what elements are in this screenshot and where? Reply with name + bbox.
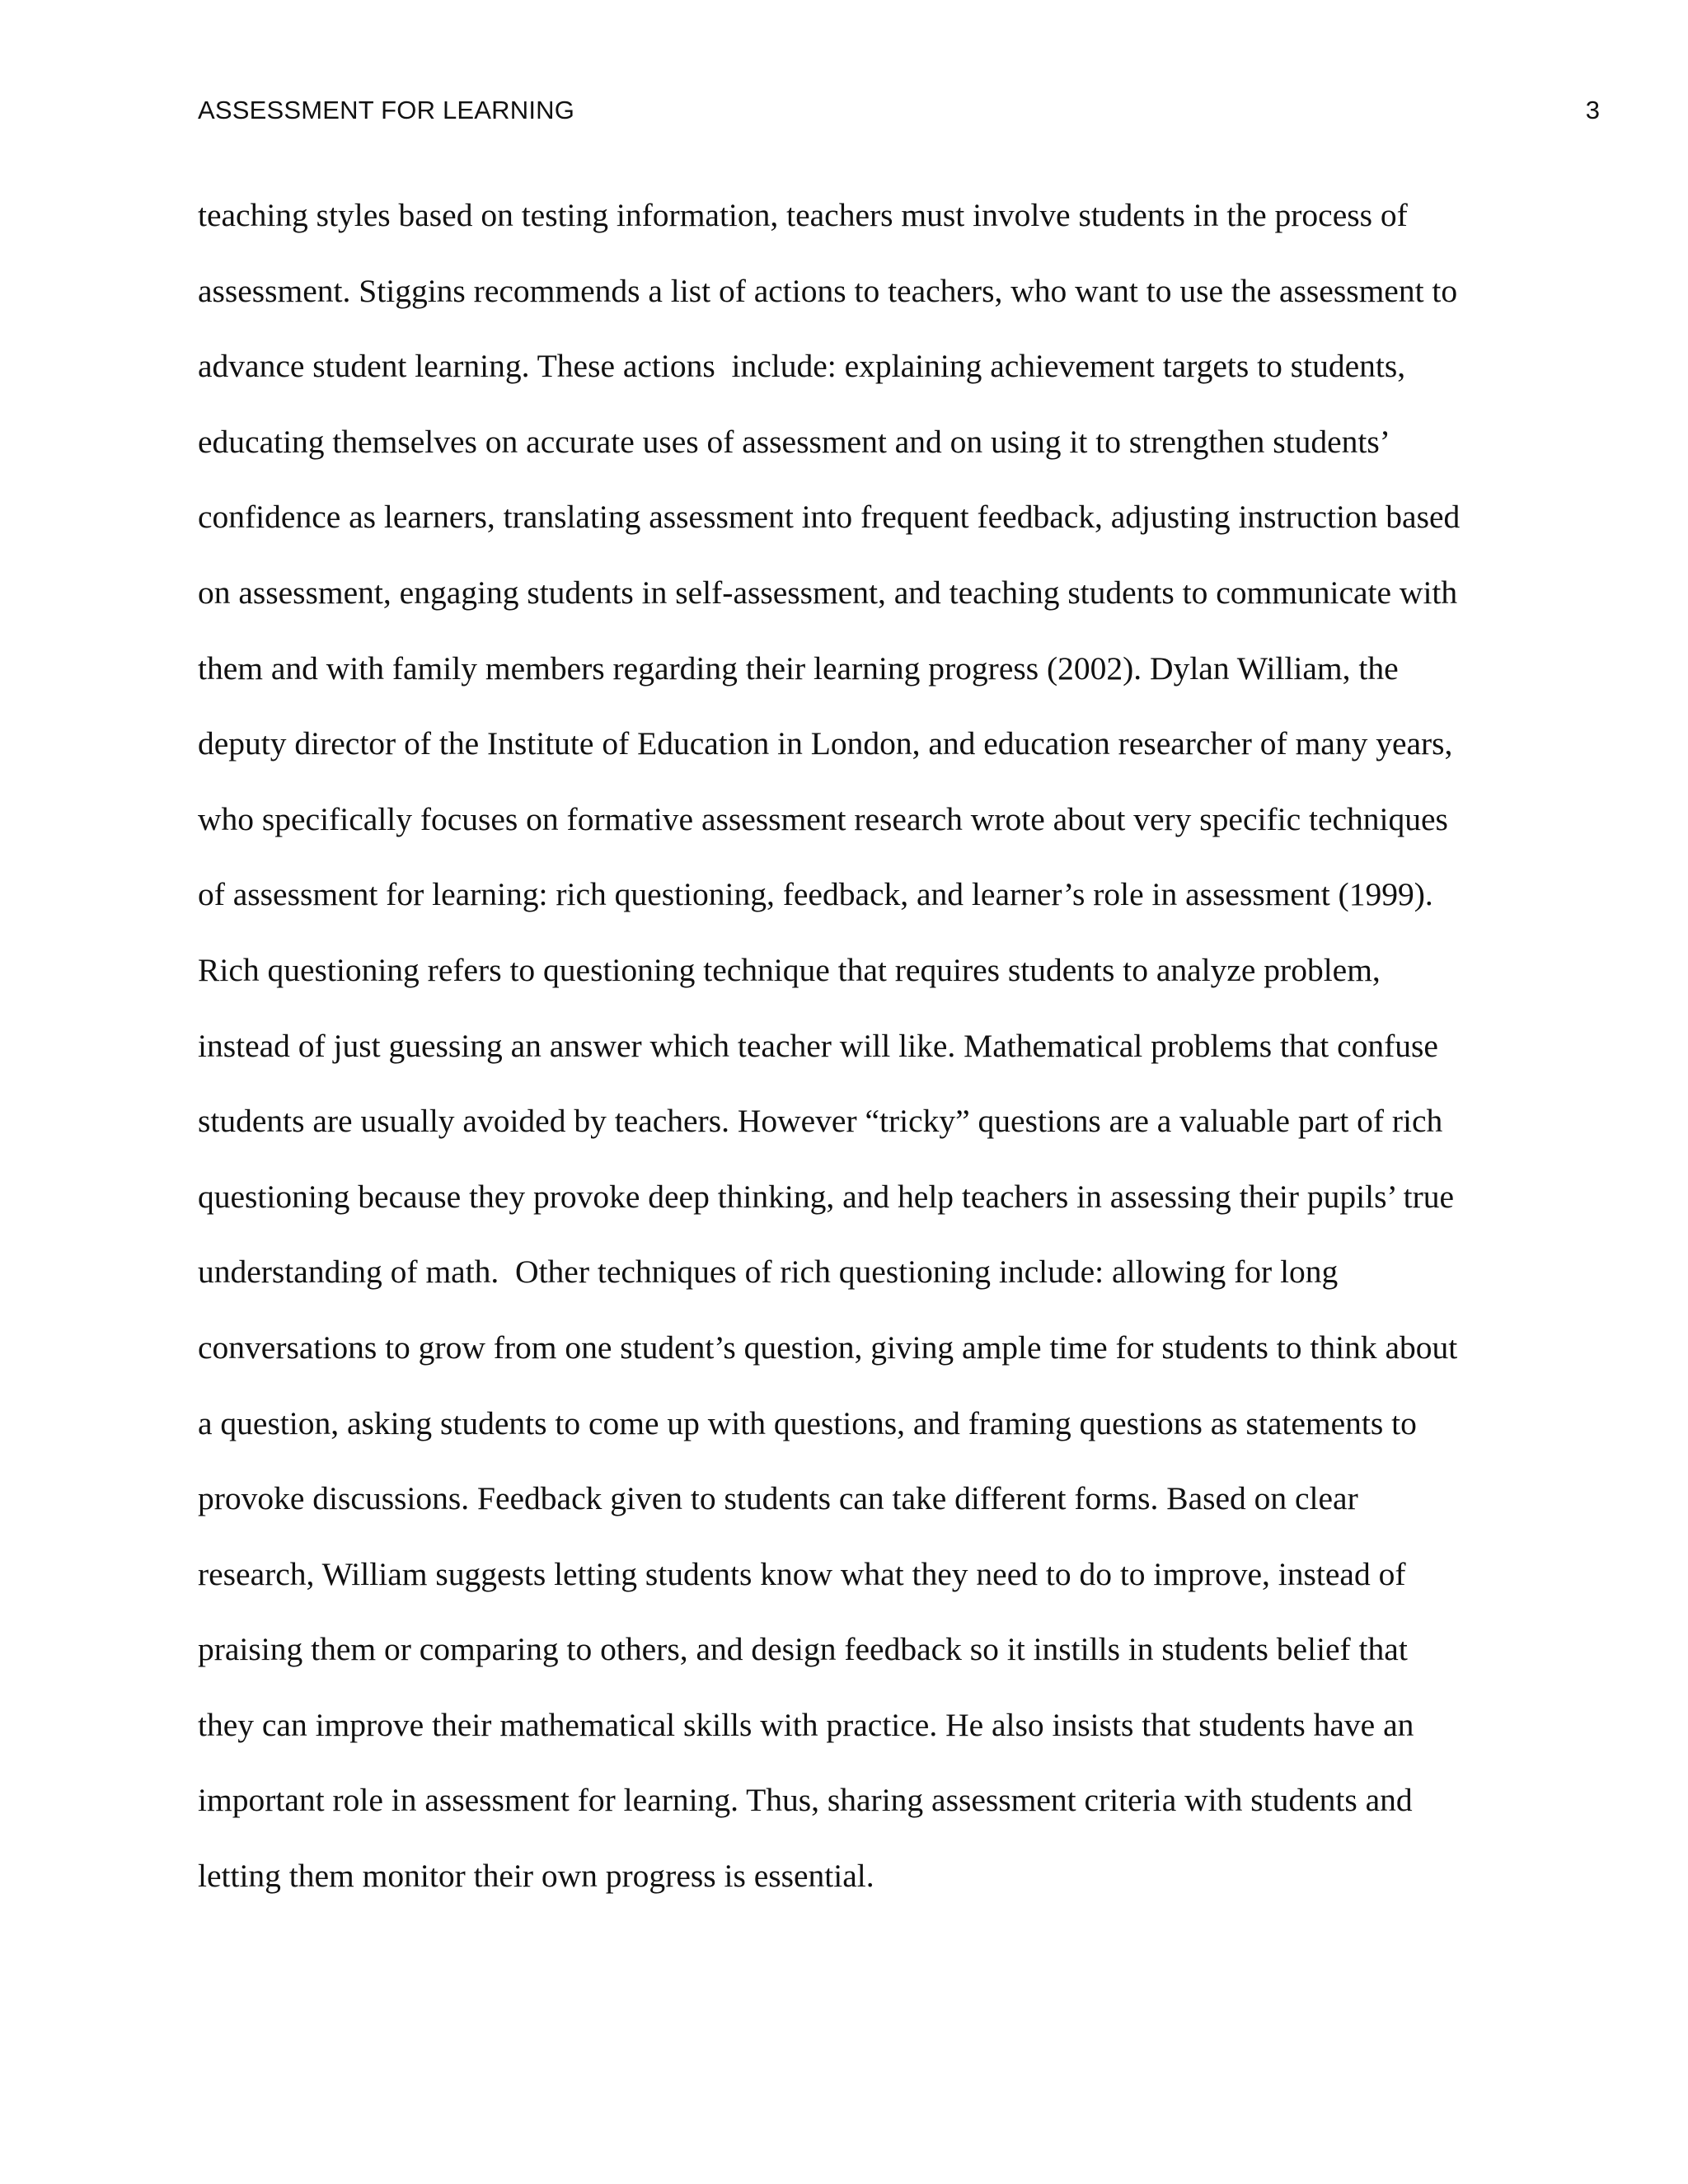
text-line: conversations to grow from one student’s question, giving ample time for students to think about [198,1329,1458,1366]
text-line: them and with family members regarding their learning progress (2002). Dylan William, the [198,649,1399,687]
page-number: 3 [1585,96,1600,124]
text-line: research, William suggests letting students know what they need to do to improve, instead of [198,1555,1406,1592]
text-line: confidence as learners, translating assessment into frequent feedback, adjusting instruction based [198,499,1461,536]
running-head: ASSESSMENT FOR LEARNING [198,96,575,124]
text-line: on assessment, engaging students in self-assessment, and teaching students to communicate with [198,574,1458,611]
text-line: a question, asking students to come up with questions, and framing questions as statements to [198,1404,1417,1441]
text-line: teaching styles based on testing information, teachers must involve students in the process of [198,197,1408,233]
text-line: students are usually avoided by teachers. However “tricky” questions are a valuable part of rich [198,1103,1443,1140]
text-line: deputy director of the Institute of Education in London, and education researcher of many years, [198,725,1453,762]
text-line: who specifically focuses on formative assessment research wrote about very specific techniques [198,800,1448,837]
text-line: provoke discussions. Feedback given to students can take different forms. Based on clear [198,1480,1358,1517]
text-line: instead of just guessing an answer which teacher will like. Mathematical problems that confuse [198,1027,1438,1064]
text-line: assessment. Stiggins recommends a list of actions to teachers, who want to use the assessment to [198,272,1458,309]
text-line: praising them or comparing to others, and design feedback so it instills in students belief that [198,1631,1408,1668]
text-line: educating themselves on accurate uses of assessment and on using it to strengthen students’ [198,423,1390,460]
text-line: questioning because they provoke deep thinking, and help teachers in assessing their pupils’ true [198,1178,1455,1215]
text-line: advance student learning. These actions include: explaining achievement targets to students, [198,348,1406,385]
text-line: of assessment for learning: rich questioning, feedback, and learner’s role in assessment (1999). [198,876,1433,913]
text-line: understanding of math. Other techniques of rich questioning include: allowing for long [198,1254,1339,1291]
text-line: Rich questioning refers to questioning technique that requires students to analyze problem, [198,951,1381,988]
body-paragraph [198,192,1550,1929]
text-line: letting them monitor their own progress is essential. [198,1858,874,1895]
text-line: they can improve their mathematical skills with practice. He also insists that students have an [198,1706,1414,1743]
text-line: important role in assessment for learning. Thus, sharing assessment criteria with students and [198,1782,1413,1819]
